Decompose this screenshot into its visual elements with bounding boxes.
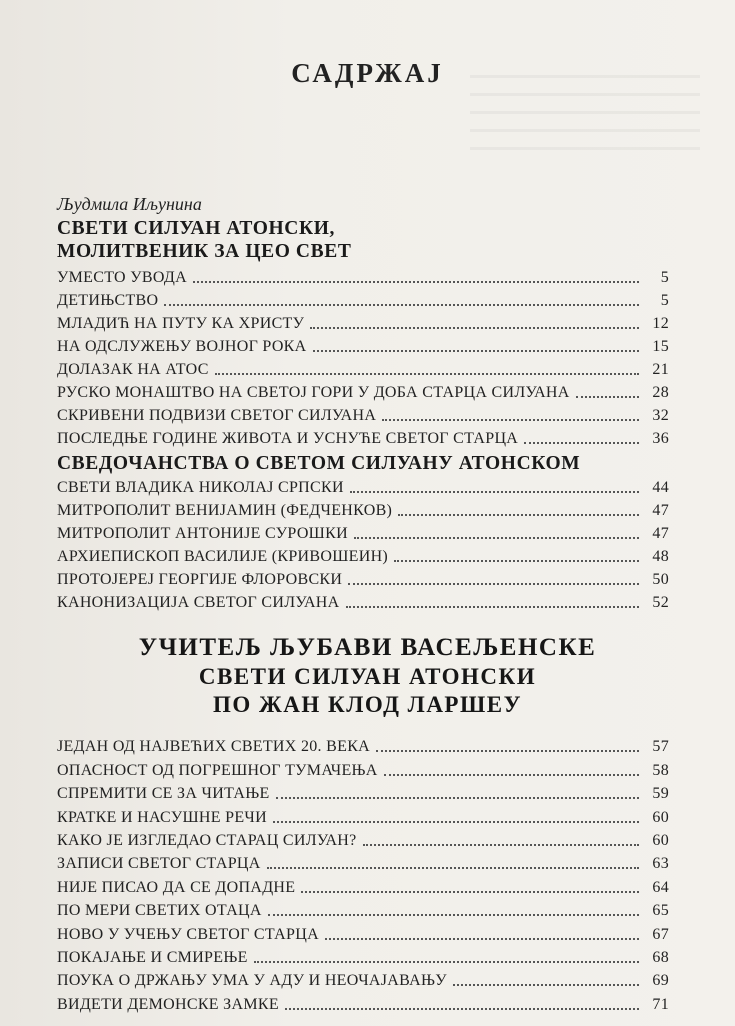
toc-entry (57, 264, 669, 287)
toc-entry-page-number: 15 (652, 338, 669, 355)
toc-entry (57, 566, 669, 589)
toc-entry-page-number: 47 (652, 525, 669, 542)
toc-entry-page-number: 68 (652, 948, 669, 966)
dot-leader (254, 961, 639, 963)
toc-entry (57, 873, 669, 896)
toc-entry-title: МИТРОПОЛИТ АНТОНИЈЕ СУРОШКИ (57, 525, 348, 542)
toc-entry-page-number: 60 (652, 808, 669, 826)
toc-entry (57, 967, 669, 990)
dot-leader (313, 350, 639, 352)
dot-leader (285, 1008, 639, 1010)
toc-entry-page-number: 36 (652, 430, 669, 447)
toc-entry-title: ПРОТОЈЕРЕЈ ГЕОРГИЈЕ ФЛОРОВСКИ (57, 571, 343, 588)
dot-leader (350, 491, 639, 493)
dot-leader (354, 537, 639, 539)
dot-leader (376, 750, 639, 752)
toc-entry (57, 733, 669, 756)
toc-entry-title: РУСКО МОНАШТВО НА СВЕТОЈ ГОРИ У ДОБА СТАРЦА СИЛУАНА (57, 384, 570, 401)
toc-entry-title: УМЕСТО УВОДА (57, 269, 187, 286)
dot-leader (267, 867, 639, 869)
section-heading-part3-line1: УЧИТЕЉ ЉУБАВИ ВАСЕЉЕНСКЕ (138, 634, 597, 661)
toc-entry (57, 402, 669, 425)
toc-entry-page-number: 64 (652, 878, 669, 896)
toc-list-part2 (57, 474, 669, 612)
toc-entry-page-number: 12 (652, 315, 669, 332)
toc-entry-page-number: 57 (652, 738, 669, 756)
dot-leader (164, 304, 639, 306)
toc-entry-title: НА ОДСЛУЖЕЊУ ВОЈНОГ РОКА (57, 338, 307, 355)
dot-leader (193, 281, 639, 283)
dot-leader (453, 984, 639, 986)
toc-entry-page-number: 58 (652, 761, 669, 779)
toc-entry-title: КАНОНИЗАЦИЈА СВЕТОГ СИЛУАНА (57, 594, 340, 611)
toc-entry (57, 425, 669, 448)
section-heading-part3-line2: СВЕТИ СИЛУАН АТОНСКИ (198, 664, 537, 689)
toc-entry (57, 780, 669, 803)
toc-entry-title: ДОЛАЗАК НА АТОС (57, 361, 209, 378)
dot-leader (276, 797, 639, 799)
toc-entry-page-number: 63 (652, 855, 669, 873)
toc-entry-title: ПОСЛЕДЊЕ ГОДИНЕ ЖИВОТА И УСНУЋЕ СВЕТОГ СТАРЦА (57, 430, 519, 447)
toc-entry-title: КАКО ЈЕ ИЗГЛЕДАО СТАРАЦ СИЛУАН? (57, 831, 357, 849)
toc-list-part3 (57, 733, 669, 1014)
toc-entry (57, 310, 669, 333)
dot-leader (394, 560, 639, 562)
toc-entry-title: МЛАДИЋ НА ПУТУ КА ХРИСТУ (57, 315, 305, 332)
toc-entry-title: ЈЕДАН ОД НАЈВЕЋИХ СВЕТИХ 20. ВЕКА (57, 738, 371, 756)
toc-entry (57, 520, 669, 543)
toc-entry-page-number: 44 (652, 479, 669, 496)
dot-leader (268, 914, 639, 916)
toc-entry (57, 543, 669, 566)
toc-entry-title: ПОКАЈАЊЕ И СМИРЕЊЕ (57, 948, 248, 966)
toc-entry-title: СВЕТИ ВЛАДИКА НИКОЛАЈ СРПСКИ (57, 479, 344, 496)
toc-entry-page-number: 47 (652, 502, 669, 519)
toc-entry-title: НОВО У УЧЕЊУ СВЕТОГ СТАРЦА (57, 925, 319, 943)
toc-entry (57, 497, 669, 520)
toc-entry (57, 333, 669, 356)
dot-leader (301, 891, 639, 893)
toc-entry (57, 756, 669, 779)
toc-entry-page-number: 69 (652, 972, 669, 990)
dot-leader (576, 396, 639, 398)
toc-entry (57, 850, 669, 873)
dot-leader (384, 774, 639, 776)
toc-entry-title: ПО МЕРИ СВЕТИХ ОТАЦА (57, 902, 262, 920)
section-heading-part1-line1: СВЕТИ СИЛУАН АТОНСКИ, (57, 218, 335, 239)
toc-entry-title: МИТРОПОЛИТ ВЕНИЈАМИН (ФЕДЧЕНКОВ) (57, 502, 393, 519)
dot-leader (325, 938, 639, 940)
toc-entry-title: ЗАПИСИ СВЕТОГ СТАРЦА (57, 855, 261, 873)
dot-leader (382, 419, 639, 421)
dot-leader (524, 442, 639, 444)
toc-entry-title: ПОУКА О ДРЖАЊУ УМА У АДУ И НЕОЧАЈАВАЊУ (57, 972, 447, 990)
toc-entry-page-number: 52 (652, 594, 669, 611)
toc-entry (57, 287, 669, 310)
toc-entry-page-number: 5 (660, 269, 669, 286)
toc-entry (57, 827, 669, 850)
dot-leader (215, 373, 639, 375)
toc-entry-title: СПРЕМИТИ СЕ ЗА ЧИТАЊЕ (57, 785, 270, 803)
toc-entry-page-number: 48 (652, 548, 669, 565)
toc-entry-page-number: 50 (652, 571, 669, 588)
dot-leader (310, 327, 639, 329)
page-title: САДРЖАЈ (291, 58, 444, 88)
section-heading-part1-line2: МОЛИТВЕНИК ЗА ЦЕО СВЕТ (57, 241, 352, 262)
toc-entry (57, 589, 669, 612)
toc-entry (57, 379, 669, 402)
toc-entry-page-number: 5 (660, 292, 669, 309)
toc-entry-page-number: 65 (652, 902, 669, 920)
toc-entry-page-number: 60 (652, 831, 669, 849)
toc-entry-title: ВИДЕТИ ДЕМОНСКЕ ЗАМКЕ (57, 995, 279, 1013)
toc-entry (57, 356, 669, 379)
section-heading-part2: СВЕДОЧАНСТВА О СВЕТОМ СИЛУАНУ АТОНСКОМ (57, 453, 581, 474)
section-heading-part3-line3: ПО ЖАН КЛОД ЛАРШЕУ (213, 692, 522, 717)
toc-entry (57, 803, 669, 826)
toc-entry (57, 944, 669, 967)
toc-entry-page-number: 67 (652, 925, 669, 943)
toc-entry-title: АРХИЕПИСКОП ВАСИЛИЈЕ (КРИВОШЕИН) (57, 548, 389, 565)
toc-entry-title: СКРИВЕНИ ПОДВИЗИ СВЕТОГ СИЛУАНА (57, 407, 377, 424)
toc-entry-page-number: 32 (652, 407, 669, 424)
toc-entry-page-number: 59 (652, 785, 669, 803)
dot-leader (398, 514, 639, 516)
toc-entry-title: ОПАСНОСТ ОД ПОГРЕШНОГ ТУМАЧЕЊА (57, 761, 378, 779)
toc-entry (57, 474, 669, 497)
toc-entry-page-number: 71 (652, 995, 669, 1013)
dot-leader (346, 606, 639, 608)
toc-entry-title: НИЈЕ ПИСАО ДА СЕ ДОПАДНЕ (57, 878, 296, 896)
toc-entry-page-number: 28 (652, 384, 669, 401)
toc-entry (57, 990, 669, 1013)
dot-leader (273, 821, 639, 823)
toc-entry-page-number: 21 (652, 361, 669, 378)
toc-entry (57, 920, 669, 943)
author-name: Људмила Иљунина (57, 194, 202, 214)
dot-leader (363, 844, 639, 846)
toc-entry-title: ДЕТИЊСТВО (57, 292, 159, 309)
dot-leader (348, 583, 639, 585)
toc-entry-title: КРАТКЕ И НАСУШНЕ РЕЧИ (57, 808, 267, 826)
toc-list-part1 (57, 264, 669, 448)
toc-entry (57, 897, 669, 920)
